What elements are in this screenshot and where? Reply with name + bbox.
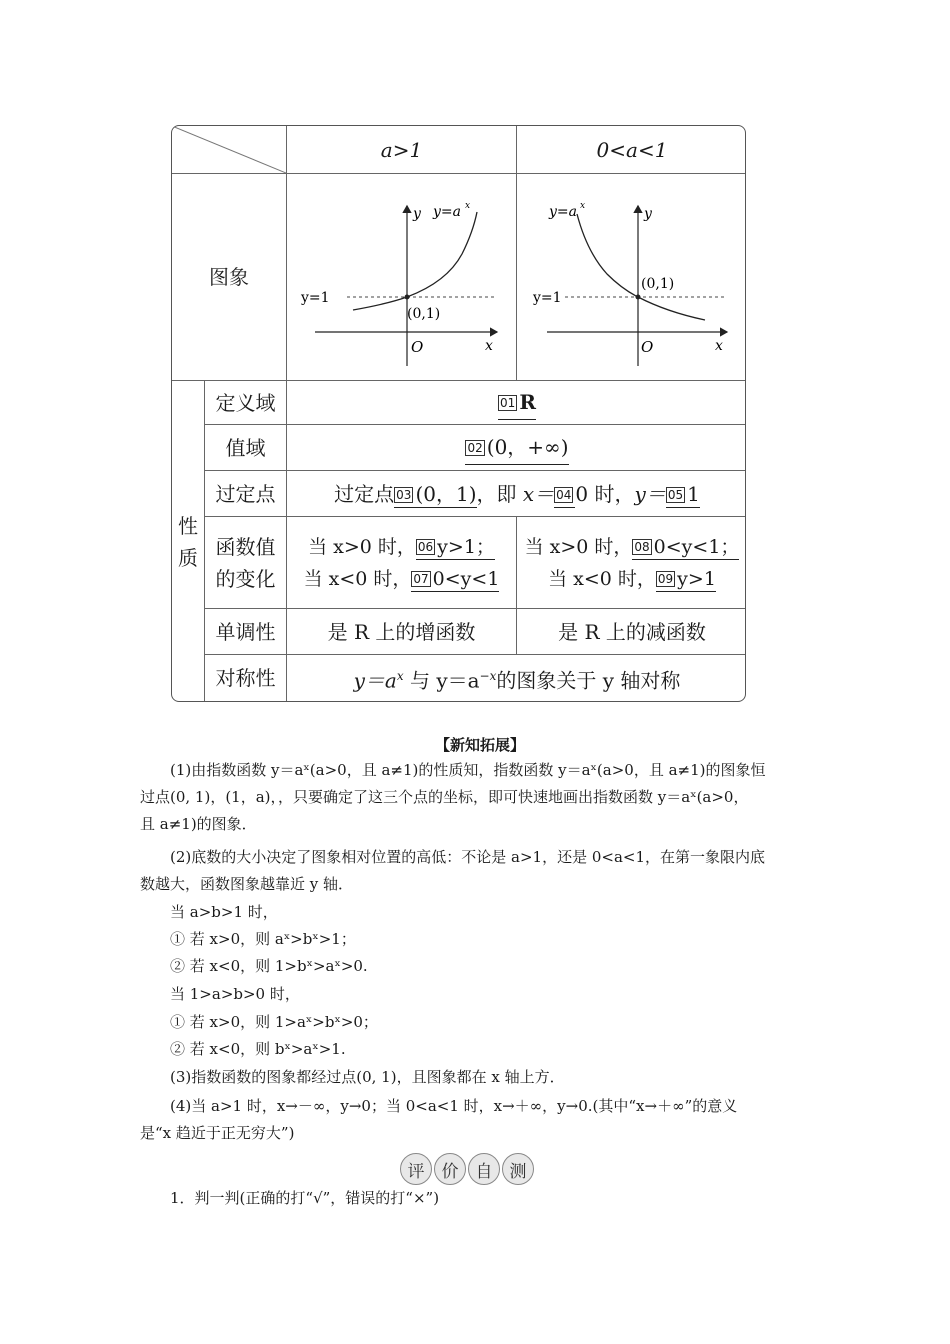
paragraph-line: (3)指数函数的图象都经过点(0, 1)，且图象都在 x 轴上方． — [170, 1068, 565, 1086]
change-increasing — [287, 517, 516, 608]
domain-label — [205, 381, 286, 424]
paragraph-line: 当 a>b>1 时， — [170, 903, 278, 921]
text-segment: y>1； — [437, 535, 495, 558]
property-label — [172, 381, 204, 702]
text-segment: x＝ — [522, 481, 555, 506]
blank-number: 08 — [634, 539, 650, 554]
monotonic-increasing — [287, 609, 516, 654]
monotonic-label-text: 单调性 — [215, 619, 276, 644]
point-label: (0,1) — [407, 306, 441, 322]
curve-label: y=a — [549, 204, 577, 220]
paragraph-line: 且 a≠1)的图象． — [140, 815, 257, 833]
blank-number: 02 — [467, 440, 483, 455]
monotonic-text: 是 R 上的减函数 — [558, 619, 706, 644]
graph-row-label — [172, 174, 286, 380]
line-label: y=1 — [301, 290, 330, 306]
text-segment: 0 时， — [575, 481, 635, 506]
domain-value — [287, 381, 746, 424]
graph-increasing — [287, 174, 516, 380]
badge-char: 测 — [502, 1153, 534, 1185]
badge-char: 自 — [468, 1153, 500, 1185]
paragraph-line: ① 若 x>0，则 aˣ>bˣ>1； — [170, 930, 356, 948]
symmetry-label — [205, 655, 286, 701]
origin-label: O — [411, 338, 424, 356]
point-0-1 — [405, 295, 410, 300]
answer-segment — [666, 482, 700, 508]
monotonic-text: 是 R 上的增函数 — [327, 619, 476, 644]
header-text: a>1 — [380, 137, 423, 162]
text-segment: y＝ — [634, 481, 666, 506]
text-segment: x — [396, 668, 404, 683]
answer-segment — [656, 568, 716, 592]
range-value — [287, 425, 746, 470]
blank-number: 04 — [556, 487, 572, 502]
graph-decreasing — [517, 174, 746, 380]
text-segment: 过定点 — [334, 481, 395, 506]
text-segment: (0，1) — [415, 481, 477, 506]
text-segment: 当 x<0 时， — [548, 567, 656, 590]
monotonic-decreasing — [517, 609, 746, 654]
text-segment: 与 y＝a — [403, 668, 480, 693]
paragraph-line: 过点(0, 1)，(1，a)，，只要确定了这三个点的坐标，即可快速地画出指数函数 y＝aˣ(a>0， — [140, 788, 749, 806]
monotonic-label — [205, 609, 286, 654]
curve-label: y=a — [433, 204, 461, 220]
blank-number: 07 — [413, 571, 429, 586]
point-0-1 — [636, 295, 641, 300]
diagonal-header-cell — [172, 126, 286, 173]
blank-number: 01 — [500, 395, 516, 410]
paragraph-line: 是“x 趋近于正无穷大”) — [140, 1124, 295, 1142]
paragraph-line: ① 若 x>0，则 1>aˣ>bˣ>0； — [170, 1013, 378, 1031]
exp-curve-decreasing — [577, 214, 705, 320]
exponential-properties-table — [171, 125, 746, 702]
self-test-badge — [400, 1153, 534, 1185]
exercise-line: 1．判一判(正确的打“√”，错误的打“×”) — [170, 1189, 440, 1207]
symmetry-sentence — [354, 660, 681, 697]
badge-char: 价 — [434, 1153, 466, 1185]
range-answer — [465, 431, 568, 465]
change-label-line: 函数值 — [215, 534, 276, 559]
exp-curve-increasing — [353, 212, 477, 310]
answer-segment — [394, 482, 476, 508]
y-axis-label: y — [644, 206, 652, 222]
blank-number: 06 — [417, 539, 434, 554]
section-title: 【新知拓展】 — [434, 736, 525, 754]
paragraph-line: ② 若 x<0，则 bˣ>aˣ>1. — [170, 1040, 346, 1058]
symmetry-label-text: 对称性 — [215, 666, 276, 690]
paragraph-line: 当 1>a>b>0 时， — [170, 985, 300, 1003]
fixed-point-value — [287, 471, 746, 516]
answer-segment — [416, 536, 495, 560]
blank-number: 09 — [657, 571, 674, 586]
change-line — [525, 531, 740, 563]
text-segment: y＝a — [353, 668, 397, 693]
header-a-between-0-1 — [517, 126, 746, 173]
text-segment: 当 x>0 时， — [308, 535, 416, 558]
line-label: y=1 — [533, 290, 562, 306]
x-axis-label: x — [485, 338, 493, 354]
paragraph-line: 数越大，函数图象越靠近 y 轴． — [140, 875, 354, 893]
text-segment: ，即 — [476, 481, 517, 506]
domain-answer — [498, 386, 536, 420]
y-axis-label: y — [413, 206, 421, 222]
answer-segment — [411, 568, 499, 592]
fixed-point-label — [205, 471, 286, 516]
curve-label-sup: x — [465, 201, 471, 211]
text-segment: 1 — [687, 481, 700, 506]
x-axis-label: x — [715, 338, 723, 354]
point-label: (0,1) — [641, 276, 675, 292]
symmetry-value — [287, 655, 746, 701]
answer-segment — [554, 482, 575, 508]
fixed-point-sentence — [334, 478, 700, 510]
header-a-greater-1 — [287, 126, 516, 173]
range-value-text: (0，+∞) — [486, 434, 569, 459]
change-label — [205, 517, 286, 608]
range-label — [205, 425, 286, 470]
blank-number: 05 — [667, 487, 684, 502]
text-segment: 的图象关于 y 轴对称 — [496, 668, 681, 693]
text-segment: 当 x>0 时， — [524, 535, 633, 558]
origin-label: O — [641, 338, 654, 356]
blank-number: 03 — [396, 487, 412, 502]
paragraph-line: (1)由指数函数 y＝aˣ(a>0，且 a≠1)的性质知，指数函数 y＝aˣ(a>0，且 a≠1)的图象恒 — [170, 761, 766, 779]
change-label-line: 的变化 — [215, 566, 276, 591]
property-label-char: 质 — [178, 546, 198, 570]
text-segment: y>1 — [677, 567, 716, 590]
change-line — [548, 563, 716, 595]
paragraph-line: ② 若 x<0，则 1>bˣ>aˣ>0. — [170, 957, 368, 975]
text-segment: 0<y<1； — [653, 535, 740, 558]
change-decreasing — [517, 517, 746, 608]
change-line — [304, 563, 500, 595]
paragraph-line: (4)当 a>1 时，x→－∞，y→0；当 0<a<1 时，x→＋∞，y→0.(其中“x→＋∞”的意义 — [170, 1097, 738, 1115]
fixed-point-label-text: 过定点 — [215, 481, 276, 506]
header-text: 0<a<1 — [596, 137, 668, 162]
paragraph-line: (2)底数的大小决定了图象相对位置的高低：不论是 a>1，还是 0<a<1，在第一象限内底 — [170, 848, 766, 866]
answer-segment — [632, 536, 739, 560]
curve-label-sup: x — [580, 201, 586, 211]
range-label-text: 值域 — [225, 435, 266, 460]
graph-row-label-text: 图象 — [209, 265, 249, 289]
text-segment: −x — [479, 668, 497, 683]
badge-char: 评 — [400, 1153, 432, 1185]
property-label-char: 性 — [178, 514, 198, 538]
domain-value-text: R — [519, 389, 536, 414]
change-line — [308, 531, 495, 563]
text-segment: 当 x<0 时， — [303, 567, 412, 590]
domain-label-text: 定义域 — [215, 390, 276, 415]
text-segment: 0<y<1 — [432, 567, 500, 590]
